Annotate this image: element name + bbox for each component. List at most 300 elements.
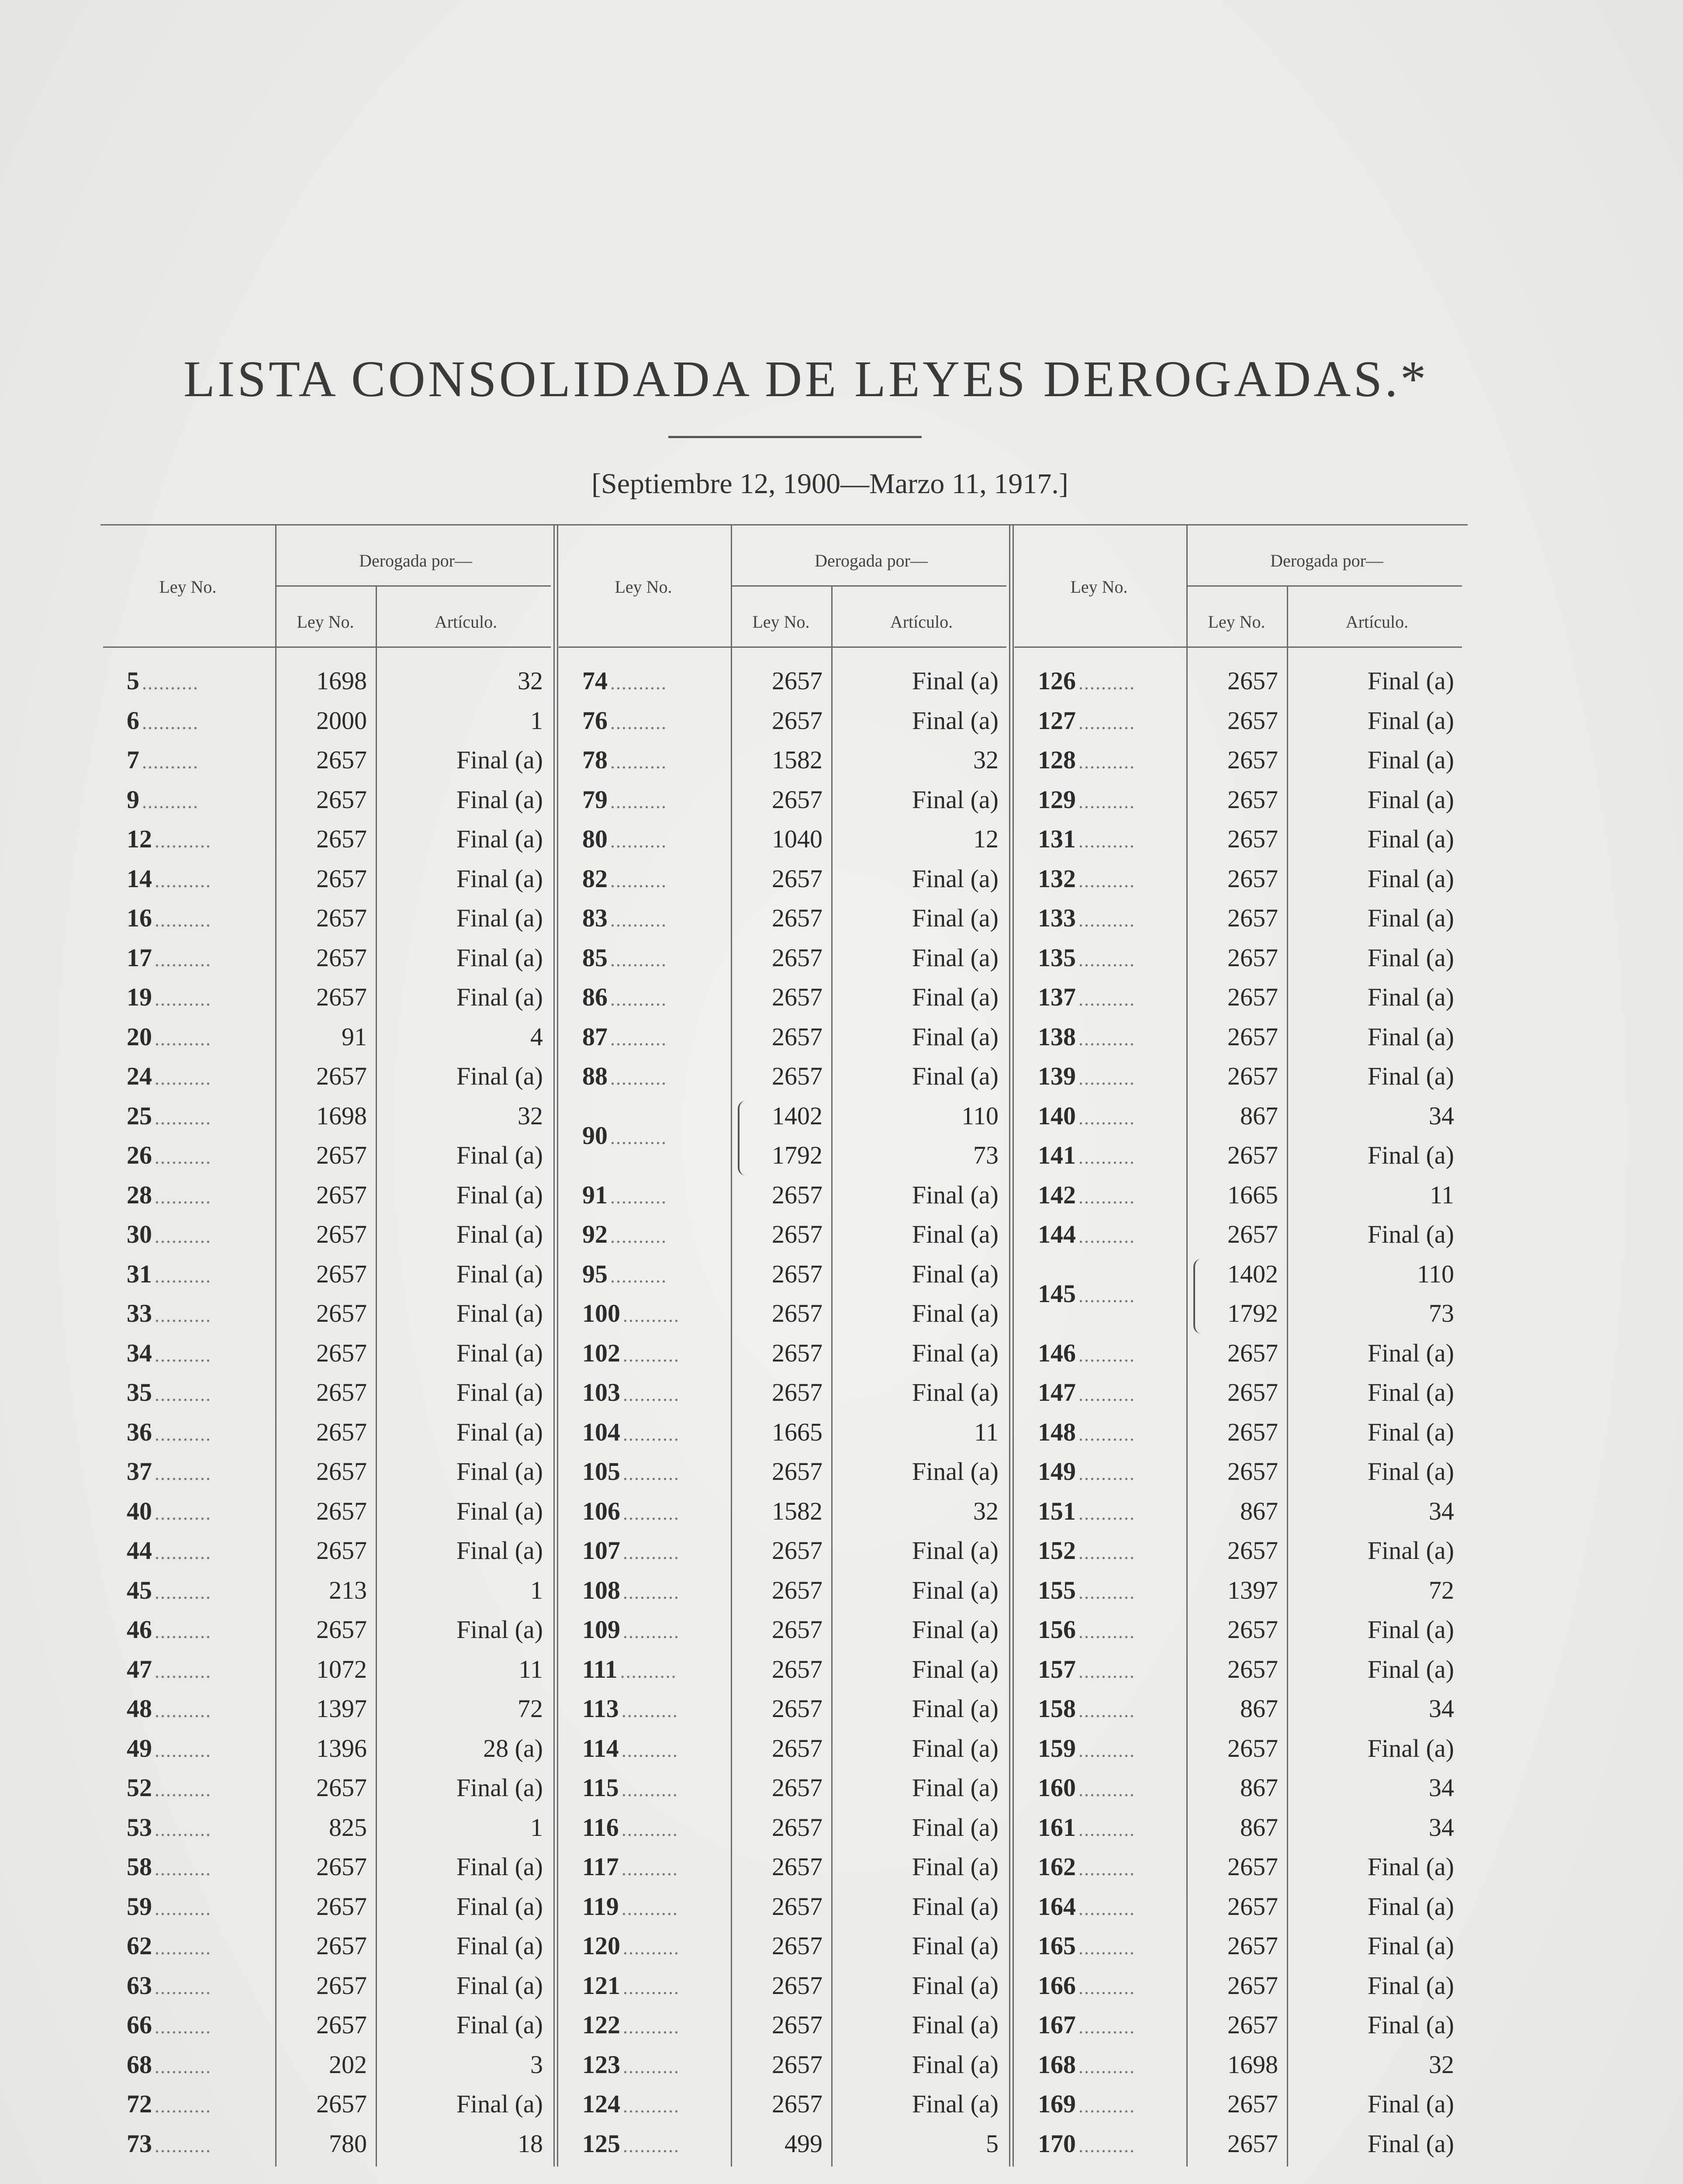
table-row-ley-number xyxy=(1038,866,1182,892)
table-row-ley-number xyxy=(582,1775,726,1800)
ley-number: 114 xyxy=(582,1734,619,1762)
table-row-ley-number xyxy=(1038,1417,1182,1446)
leader-dots: .......... xyxy=(1078,2095,1135,2117)
leader-dots: .......... xyxy=(621,1858,678,1880)
table-row-derogating-ley: 1582 xyxy=(772,1496,822,1525)
table-row-derogating-ley: 2657 xyxy=(1227,1062,1278,1090)
table-row-derogating-ley: 2657 xyxy=(316,1852,367,1881)
table-row-ley-number xyxy=(1038,1024,1182,1050)
leader-dots: .......... xyxy=(155,909,211,931)
leader-dots: .......... xyxy=(610,1028,667,1050)
ley-number: 133 xyxy=(1038,904,1076,932)
table-row-ley-number xyxy=(582,1301,726,1326)
header-sub-ley-no: Ley No. xyxy=(752,612,810,632)
table-row-articulo: 34 xyxy=(1429,1773,1454,1802)
table-row-derogating-ley: 2657 xyxy=(1227,983,1278,1011)
table-row-derogating-ley: 2657 xyxy=(772,1378,822,1406)
table-row-derogating-ley: 2657 xyxy=(772,943,822,972)
table-row-articulo: 4 xyxy=(530,1022,543,1051)
ley-number: 167 xyxy=(1038,2011,1076,2039)
table-row-articulo: 12 xyxy=(973,825,999,853)
table-row-ley-number xyxy=(127,747,271,773)
table-row-articulo: Final (a) xyxy=(456,1378,543,1406)
ley-number: 45 xyxy=(127,1576,152,1604)
table-row-derogating-ley: 2657 xyxy=(772,1259,822,1288)
table-row-ley-number xyxy=(582,1064,726,1089)
table-row-ley-number xyxy=(1038,747,1182,773)
table-row-ley-number xyxy=(1038,1182,1182,1208)
table-row-ley-number xyxy=(127,1538,271,1563)
leader-dots: .......... xyxy=(155,1147,211,1168)
table-row-articulo: Final (a) xyxy=(1367,1141,1454,1169)
ley-number: 168 xyxy=(1038,2050,1076,2079)
leader-dots: .......... xyxy=(610,1127,667,1148)
table-row-ley-number xyxy=(582,1222,726,1247)
leader-dots: .......... xyxy=(1078,1502,1135,1524)
leader-dots: .......... xyxy=(155,830,211,852)
leader-dots: .......... xyxy=(623,1423,680,1445)
leader-dots: .......... xyxy=(1078,1285,1135,1306)
ley-number: 125 xyxy=(582,2129,620,2158)
table-row-articulo: 11 xyxy=(1430,1180,1454,1209)
ley-number: 156 xyxy=(1038,1615,1076,1644)
table-row-ley-number xyxy=(1038,1338,1182,1367)
leader-dots: .......... xyxy=(1078,1937,1135,1959)
table-row-ley-number xyxy=(582,747,726,773)
leader-dots: .......... xyxy=(610,949,667,971)
table-row-derogating-ley: 1792 xyxy=(772,1141,822,1169)
ley-number: 86 xyxy=(582,983,608,1011)
subcolumn-divider xyxy=(376,585,377,2167)
table-row-ley-number xyxy=(1038,2012,1182,2038)
table-row-ley-number xyxy=(582,1417,726,1446)
table-row-articulo: Final (a) xyxy=(1367,1615,1454,1644)
ley-number: 105 xyxy=(582,1457,620,1486)
leader-dots: .......... xyxy=(610,830,667,852)
leader-dots: .......... xyxy=(1078,1186,1135,1208)
table-row-ley-number xyxy=(127,1182,271,1208)
table-row-articulo: Final (a) xyxy=(1367,1932,1454,1960)
ley-number: 80 xyxy=(582,825,608,853)
table-row-articulo: Final (a) xyxy=(1367,1417,1454,1446)
ley-number: 92 xyxy=(582,1220,608,1248)
leader-dots: .......... xyxy=(621,1779,678,1800)
table-row-derogating-ley: 2657 xyxy=(316,2090,367,2118)
table-row-ley-number xyxy=(582,945,726,971)
table-row-ley-number xyxy=(127,1657,271,1682)
leader-dots: .......... xyxy=(155,1502,211,1524)
table-row-derogating-ley: 2657 xyxy=(316,1299,367,1327)
ley-number: 146 xyxy=(1038,1338,1076,1367)
ley-number: 141 xyxy=(1038,1141,1076,1169)
leader-dots: .......... xyxy=(1078,712,1135,733)
table-row-ley-number xyxy=(582,1696,726,1721)
ley-number: 158 xyxy=(1038,1694,1076,1723)
table-row-articulo: 18 xyxy=(518,2129,543,2158)
table-row-ley-number xyxy=(582,866,726,892)
table-row-derogating-ley: 2657 xyxy=(772,2011,822,2039)
page-title: LISTA CONSOLIDADA DE LEYES DEROGADAS.* xyxy=(183,350,1429,408)
header-derogada-por: Derogada por— xyxy=(1270,551,1383,570)
leader-dots: .......... xyxy=(1078,1739,1135,1761)
header-articulo: Artículo. xyxy=(434,612,498,632)
leader-dots: .......... xyxy=(155,1818,211,1840)
table-row-articulo: Final (a) xyxy=(456,1536,543,1565)
leader-dots: .......... xyxy=(142,791,199,812)
table-row-derogating-ley: 2657 xyxy=(316,785,367,814)
table-row-derogating-ley: 2657 xyxy=(1227,1220,1278,1248)
ley-number: 95 xyxy=(582,1259,608,1288)
leader-dots: .......... xyxy=(610,1265,667,1287)
group-divider xyxy=(1009,524,1010,2167)
table-row-ley-number xyxy=(127,1417,271,1446)
leader-dots: .......... xyxy=(1078,1897,1135,1919)
table-row-articulo: Final (a) xyxy=(1367,1062,1454,1090)
table-row-derogating-ley: 2657 xyxy=(1227,1338,1278,1367)
header-underline xyxy=(1186,585,1462,587)
ley-number: 12 xyxy=(127,825,152,853)
table-row-derogating-ley: 2657 xyxy=(1227,1378,1278,1406)
table-row-ley-number xyxy=(1038,1933,1182,1959)
ley-number: 28 xyxy=(127,1180,152,1209)
ley-number: 73 xyxy=(127,2129,152,2158)
table-row-articulo: 34 xyxy=(1429,1813,1454,1842)
table-row-derogating-ley: 2657 xyxy=(1227,2011,1278,2039)
table-row-ley-number xyxy=(1038,1696,1182,1721)
table-row-articulo: Final (a) xyxy=(912,1536,999,1565)
table-row-ley-number xyxy=(582,1338,726,1367)
group-divider xyxy=(553,524,555,2167)
leader-dots: .......... xyxy=(155,1265,211,1287)
ley-number: 46 xyxy=(127,1615,152,1644)
table-row-ley-number xyxy=(127,1024,271,1050)
leader-dots: .......... xyxy=(155,1226,211,1247)
table-row-derogating-ley: 2657 xyxy=(772,1062,822,1090)
table-row-articulo: Final (a) xyxy=(912,1892,999,1921)
table-row-articulo: Final (a) xyxy=(912,1852,999,1881)
table-row-derogating-ley: 2657 xyxy=(316,1971,367,2000)
ley-number: 25 xyxy=(127,1101,152,1130)
leader-dots: .......... xyxy=(623,1977,680,1998)
ley-number: 152 xyxy=(1038,1536,1076,1565)
table-row-derogating-ley: 2657 xyxy=(772,2090,822,2118)
brace-bracket xyxy=(1193,1259,1203,1334)
ley-number: 79 xyxy=(582,785,608,814)
table-row-articulo: 73 xyxy=(1429,1299,1454,1327)
table-row-derogating-ley: 2657 xyxy=(772,1655,822,1683)
table-row-ley-number xyxy=(582,1617,726,1642)
table-row-ley-number xyxy=(582,1459,726,1484)
leader-dots: .......... xyxy=(1078,1226,1135,1247)
table-row-ley-number xyxy=(127,2131,271,2156)
leader-dots: .......... xyxy=(1078,1977,1135,1998)
subcolumn-divider xyxy=(831,585,833,2167)
leader-dots: .......... xyxy=(1078,909,1135,931)
table-row-derogating-ley: 2657 xyxy=(1227,2129,1278,2158)
leader-dots: .......... xyxy=(610,870,667,892)
table-row-articulo: Final (a) xyxy=(912,1813,999,1842)
ley-number: 40 xyxy=(127,1496,152,1525)
leader-dots: .......... xyxy=(1078,1384,1135,1405)
leader-dots: .......... xyxy=(623,1581,680,1603)
table-row-articulo: Final (a) xyxy=(1367,667,1454,695)
table-row-derogating-ley: 2657 xyxy=(316,1773,367,1802)
table-row-articulo: Final (a) xyxy=(1367,1220,1454,1248)
header-ley-no: Ley No. xyxy=(1070,577,1128,597)
table-row-articulo: 110 xyxy=(1417,1259,1454,1288)
table-row-ley-number xyxy=(1038,1222,1182,1247)
leader-dots: .......... xyxy=(155,1542,211,1563)
table-row-derogating-ley: 2657 xyxy=(316,1615,367,1644)
ley-number: 119 xyxy=(582,1892,619,1921)
header-sub-ley-no: Ley No. xyxy=(1208,612,1265,632)
table-row-ley-number xyxy=(582,1578,726,1603)
table-row-ley-number xyxy=(127,1736,271,1761)
table-row-derogating-ley: 2657 xyxy=(772,1694,822,1723)
leader-dots: .......... xyxy=(1078,1147,1135,1168)
ley-number: 100 xyxy=(582,1299,620,1327)
header-derogada-por: Derogada por— xyxy=(359,551,472,570)
ley-number: 63 xyxy=(127,1971,152,2000)
table-row-articulo: 34 xyxy=(1429,1694,1454,1723)
table-row-derogating-ley: 2657 xyxy=(1227,2090,1278,2118)
leader-dots: .......... xyxy=(610,751,667,773)
leader-dots: .......... xyxy=(155,870,211,892)
ley-number: 111 xyxy=(582,1655,618,1683)
table-row-ley-number xyxy=(127,1459,271,1484)
table-row-ley-number xyxy=(1038,905,1182,931)
ley-number: 52 xyxy=(127,1773,152,1802)
table-row-ley-number xyxy=(127,905,271,931)
table-row-articulo: Final (a) xyxy=(1367,1852,1454,1881)
table-row-ley-number xyxy=(1038,1380,1182,1405)
table-row-articulo: Final (a) xyxy=(456,1062,543,1090)
ley-number: 108 xyxy=(582,1576,620,1604)
table-row-derogating-ley: 2657 xyxy=(316,1417,367,1446)
table-row-articulo: Final (a) xyxy=(912,864,999,893)
leader-dots: .......... xyxy=(155,1344,211,1366)
table-row-ley-number xyxy=(127,1338,271,1367)
ley-number: 37 xyxy=(127,1457,152,1486)
table-row-articulo: Final (a) xyxy=(1367,1892,1454,1921)
table-row-derogating-ley: 2657 xyxy=(1227,1615,1278,1644)
ley-number: 59 xyxy=(127,1892,152,1921)
leader-dots: .......... xyxy=(621,1739,678,1761)
leader-dots: .......... xyxy=(1078,1660,1135,1682)
leader-dots: .......... xyxy=(155,1463,211,1484)
ley-number: 127 xyxy=(1038,706,1076,735)
leader-dots: .......... xyxy=(1078,1542,1135,1563)
ley-number: 138 xyxy=(1038,1022,1076,1051)
table-row-articulo: Final (a) xyxy=(912,904,999,932)
table-row-derogating-ley: 825 xyxy=(329,1813,367,1842)
table-row-derogating-ley: 1072 xyxy=(316,1655,367,1683)
table-row-derogating-ley: 2657 xyxy=(772,864,822,893)
table-row-ley-number xyxy=(127,668,271,694)
ley-number: 139 xyxy=(1038,1062,1076,1090)
table-row-derogating-ley: 2657 xyxy=(1227,825,1278,853)
table-row-derogating-ley: 2657 xyxy=(316,825,367,853)
leader-dots: .......... xyxy=(623,2135,680,2156)
ley-number: 149 xyxy=(1038,1457,1076,1486)
table-row-derogating-ley: 2657 xyxy=(1227,1417,1278,1446)
table-row-ley-number xyxy=(1038,1736,1182,1761)
table-row-ley-number xyxy=(127,708,271,733)
table-row-articulo: Final (a) xyxy=(456,1773,543,1802)
leader-dots: .......... xyxy=(155,1621,211,1642)
table-row-articulo: Final (a) xyxy=(1367,864,1454,893)
table-row-derogating-ley: 2657 xyxy=(772,1022,822,1051)
table-row-ley-number xyxy=(1038,1281,1182,1306)
table-row-derogating-ley: 2657 xyxy=(772,1615,822,1644)
table-row-ley-number xyxy=(1038,787,1182,812)
table-row-articulo: Final (a) xyxy=(912,1734,999,1762)
table-row-ley-number xyxy=(1038,2052,1182,2077)
ley-number: 17 xyxy=(127,943,152,972)
table-row-derogating-ley: 867 xyxy=(1240,1694,1278,1723)
table-row-articulo: Final (a) xyxy=(1367,1734,1454,1762)
table-row-ley-number xyxy=(127,1933,271,1959)
table-row-derogating-ley: 2657 xyxy=(1227,667,1278,695)
table-row-derogating-ley: 2657 xyxy=(316,1141,367,1169)
ley-number: 116 xyxy=(582,1813,619,1842)
table-row-derogating-ley: 499 xyxy=(784,2129,822,2158)
table-row-articulo: Final (a) xyxy=(1367,943,1454,972)
leader-dots: .......... xyxy=(1078,1107,1135,1129)
header-articulo: Artículo. xyxy=(1345,612,1409,632)
table-row-articulo: Final (a) xyxy=(456,1852,543,1881)
header-underline xyxy=(731,585,1006,587)
ley-number: 76 xyxy=(582,706,608,735)
ley-number: 106 xyxy=(582,1496,620,1525)
table-row-derogating-ley: 2657 xyxy=(1227,1932,1278,1960)
ley-number: 24 xyxy=(127,1062,152,1090)
table-row-derogating-ley: 2657 xyxy=(772,1576,822,1604)
table-row-ley-number xyxy=(127,1815,271,1840)
table-row-ley-number xyxy=(582,708,726,733)
leader-dots: .......... xyxy=(155,1937,211,1959)
table-row-derogating-ley: 2657 xyxy=(772,2050,822,2079)
table-row-ley-number xyxy=(1038,1973,1182,1998)
ley-number: 87 xyxy=(582,1022,608,1051)
table-row-derogating-ley: 2657 xyxy=(316,1062,367,1090)
ley-number: 90 xyxy=(582,1121,608,1150)
table-row-ley-number xyxy=(127,1103,271,1129)
ley-number: 161 xyxy=(1038,1813,1076,1842)
table-row-ley-number xyxy=(127,1854,271,1880)
ley-number: 157 xyxy=(1038,1655,1076,1683)
ley-number: 132 xyxy=(1038,864,1076,893)
leader-dots: .......... xyxy=(610,1226,667,1247)
table-row-derogating-ley: 2657 xyxy=(1227,1852,1278,1881)
table-row-articulo: Final (a) xyxy=(1367,746,1454,774)
table-row-ley-number xyxy=(582,905,726,931)
table-row-articulo: Final (a) xyxy=(912,1971,999,2000)
ley-number: 128 xyxy=(1038,746,1076,774)
table-row-ley-number xyxy=(582,1933,726,1959)
leader-dots: .......... xyxy=(1078,1581,1135,1603)
table-row-derogating-ley: 2657 xyxy=(772,1220,822,1248)
table-row-derogating-ley: 2657 xyxy=(772,1773,822,1802)
ley-number: 104 xyxy=(582,1417,620,1446)
leader-dots: .......... xyxy=(1078,2056,1135,2077)
table-row-ley-number xyxy=(127,1775,271,1800)
leader-dots: .......... xyxy=(1078,1779,1135,1800)
leader-dots: .......... xyxy=(155,1028,211,1050)
header-articulo: Artículo. xyxy=(890,612,953,632)
header-ley-no: Ley No. xyxy=(159,577,217,597)
table-row-articulo: Final (a) xyxy=(456,1299,543,1327)
table-row-articulo: Final (a) xyxy=(912,1655,999,1683)
table-row-articulo: 32 xyxy=(1429,2050,1454,2079)
table-row-articulo: Final (a) xyxy=(912,983,999,1011)
leader-dots: .......... xyxy=(623,1542,680,1563)
table-row-ley-number xyxy=(582,1024,726,1050)
leader-dots: .......... xyxy=(623,1502,680,1524)
table-row-derogating-ley: 1397 xyxy=(316,1694,367,1723)
leader-dots: .......... xyxy=(610,791,667,812)
title-rule xyxy=(668,436,922,438)
ley-number: 131 xyxy=(1038,825,1076,853)
table-row-derogating-ley: 2657 xyxy=(316,2011,367,2039)
leader-dots: .......... xyxy=(142,672,199,694)
table-row-articulo: Final (a) xyxy=(456,1141,543,1169)
ley-number: 121 xyxy=(582,1971,620,2000)
table-row-ley-number xyxy=(1038,1578,1182,1603)
table-row-ley-number xyxy=(1038,1894,1182,1919)
table-row-derogating-ley: 2657 xyxy=(772,1734,822,1762)
table-row-articulo: Final (a) xyxy=(912,706,999,735)
table-row-derogating-ley: 2657 xyxy=(1227,1971,1278,2000)
ley-number: 78 xyxy=(582,746,608,774)
table-row-articulo: Final (a) xyxy=(912,1694,999,1723)
table-row-articulo: Final (a) xyxy=(456,1932,543,1960)
table-row-articulo: Final (a) xyxy=(456,904,543,932)
table-row-articulo: 110 xyxy=(961,1101,999,1130)
leader-dots: .......... xyxy=(1078,672,1135,694)
leader-dots: .......... xyxy=(1078,791,1135,812)
table-row-ley-number xyxy=(582,2091,726,2117)
ley-number: 142 xyxy=(1038,1180,1076,1209)
table-row-derogating-ley: 867 xyxy=(1240,1773,1278,1802)
ley-number: 140 xyxy=(1038,1101,1076,1130)
table-row-derogating-ley: 2657 xyxy=(772,1852,822,1881)
table-row-ley-number xyxy=(1038,1775,1182,1800)
ley-number: 129 xyxy=(1038,785,1076,814)
leader-dots: .......... xyxy=(1078,1621,1135,1642)
leader-dots: .......... xyxy=(621,1897,678,1919)
ley-number: 62 xyxy=(127,1932,152,1960)
ley-number: 31 xyxy=(127,1259,152,1288)
table-row-derogating-ley: 2657 xyxy=(316,1338,367,1367)
table-row-articulo: Final (a) xyxy=(456,1971,543,2000)
table-row-articulo: Final (a) xyxy=(1367,785,1454,814)
leader-dots: .......... xyxy=(623,2095,680,2117)
table-row-articulo: 1 xyxy=(530,706,543,735)
table-row-derogating-ley: 1665 xyxy=(772,1417,822,1446)
table-row-ley-number xyxy=(127,985,271,1010)
table-row-articulo: Final (a) xyxy=(1367,1022,1454,1051)
table-row-articulo: Final (a) xyxy=(456,864,543,893)
table-row-derogating-ley: 2657 xyxy=(772,667,822,695)
leader-dots: .......... xyxy=(1078,1423,1135,1445)
leader-dots: .......... xyxy=(610,1186,667,1208)
table-row-ley-number xyxy=(127,1578,271,1603)
table-row-articulo: Final (a) xyxy=(456,825,543,853)
leader-dots: .......... xyxy=(610,988,667,1010)
table-row-articulo: Final (a) xyxy=(456,1338,543,1367)
leader-dots: .......... xyxy=(623,2016,680,2038)
